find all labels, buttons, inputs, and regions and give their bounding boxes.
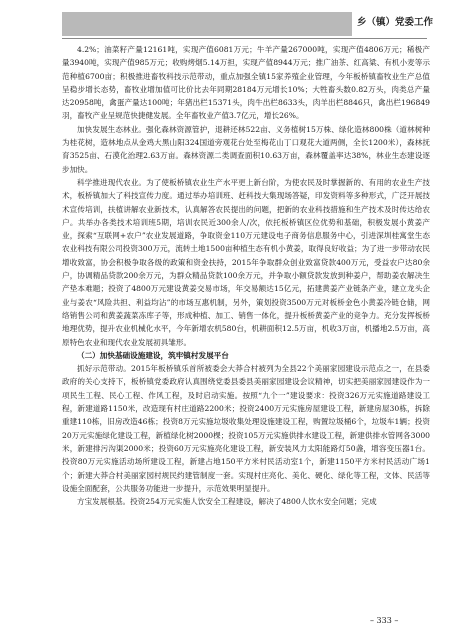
running-title: 乡（镇）党委工作 [357,17,434,28]
paragraph: 4.2%；油菜籽产量12161吨，实现产值6081万元；牛羊产量267000吨，实现产值4806万元；稀极产量3940吨，实现产值985万元；收购烤烟5.14万担，实现产值8944万元；推广油茶、红高粱、有机小麦等示范种植6700亩；积极推进畜牧科技示范带动，重点加强全镇15家养殖企业管理，今年板桥镇畜牧业生产总值呈稳步增长态势，畜牧业增加值可比价比去年同期28184万元增长10%；大牲畜头数0.82万头，肉类总产量达20958吨，禽蛋产量达100吨；年猪出栏15371头，肉牛出栏8633头，肉羊出栏8846只，禽出栏196849羽，畜牧产业呈规范快捷健发展。全年畜牧业产值3.7亿元，增长26%。 [62,45,430,121]
paragraph: 科学推进现代农业。为了使板桥镇农业生产水平更上新台阶，为使农民及时掌握新的、有用的农业生产技术，板桥镇加大了科技宣传力度。通过举办培训班、赶科技大集现场答疑，印发资料等多种形式，广泛开展技术宣传培训，扶植讲解农业新技术，认真解答农民提出的问题，把新的农业科技措施和生产技术及时传达给农户。共举办各类技术培训班5期，培训农民近300余人/次，依托板桥镇区位优势和基础，积极发展小黄姜产业，探索“互联网+农户”农业发展道路，争取资金110万元建设电子商务信息服务中心，引进深圳桂寓堂生态农业科技有限公司投资300万元，流转土地1500亩种植生态有机小黄姜，取得良好收益；为了进一步带动农民增收致富，协会积极争取各级的政策和资金扶持，2015年争取群众创业致富贷款400万元，受益农户达80余户，协调精品贷款200余万元，为群众精品贷款100余万元，并争取小额贷款发放到种姜户，帮助姜农解决生产垫本难题；投资了4800万元建设黄姜交易市场，年交易额达15亿元，拓建黄姜产业链条产业，建立龙头企业与姜农“风险共担、利益均沾”的市场互惠机制，另外，策划投资3500万元对板桥金色小黄姜冷链仓储，网络销售公司和黄姜蔬菜冻库子等，形成种植、加工、销售一体化，提升板桥黄姜产业的竞争力。充分发挥板桥地理优势，提升农业机械化水平，今年新增农机580台，机耕面积12.5万亩，机收3万亩，机播地2.5万亩，高原特色农业和现代农业发展初具雏形。 [62,177,430,347]
header-gray-bar [62,12,352,36]
paragraph: 加快发展生态林业。强化森林资源管护，退耕还林522亩、义务植树15万株、绿化造林800株（道林树种为桂花树，造林地点从金鸡大黑山阳324国道旁观花台处至梅花山丁口观花大道两侧，全长1200米），森林抚育3525亩、石漠化治理2.63万亩。森林资源二类调查面积10.63万亩，森林覆盖率达38%，林业生态建设逐步加快。 [62,124,430,174]
page-number: – 333 – [370,616,399,625]
header-rule [62,38,427,39]
paragraph: 方宝发展根基。投资254万元实施人饮安全工程建设，解决了4800人饮水安全问题；完成 [77,497,377,507]
section-heading: （二）加快基础设施建设，筑牢镇村发展平台 [77,350,229,360]
paragraph: 抓好示范带动。2015年板桥镇乐首所被委会大莽合村被列为全县22个美丽家园建设示范点之一，在县委政府的关心支持下，板桥镇党委政府认真围绕党委县委县美丽家园建设会议精神，切实把美丽家园建设作为一项民生工程、民心工程、作风工程，及时启动实施。按照“九个一”建设要求：投资326万元实施道路建设工程，新建道路1150米，改造现有村庄道路2200米；投资2400万元实施房屋建设工程，新建房屋30栋，拆除重建110栋，旧房改造46栋；投资8万元实施垃圾收集处理设施建设工程，购置垃圾桶6个，垃圾车1辆；投资20万元实施绿化建设工程，新植绿化树2000棵；投资105万元实施供排水建设工程，新建供排水管网各3000米，新建排污沟渠2000米；投资60万元实施亮化建设工程，新安装风力太阳能路灯50盏，增容变压器1台。投资80万元实施活动场所建设工程，新建占地150平方米村民活动室1个，新建1150平方米村民活动广场1个；新建大莽合村美丽家园村规民约建管制度一套。实现村庄亮化、美化、硬化、绿化等工程，文体、民活等设施全面配套，公共服务功能进一步提升，示范效果明显提升。 [62,364,430,493]
page-header [0,0,471,42]
body-text [62,43,430,508]
